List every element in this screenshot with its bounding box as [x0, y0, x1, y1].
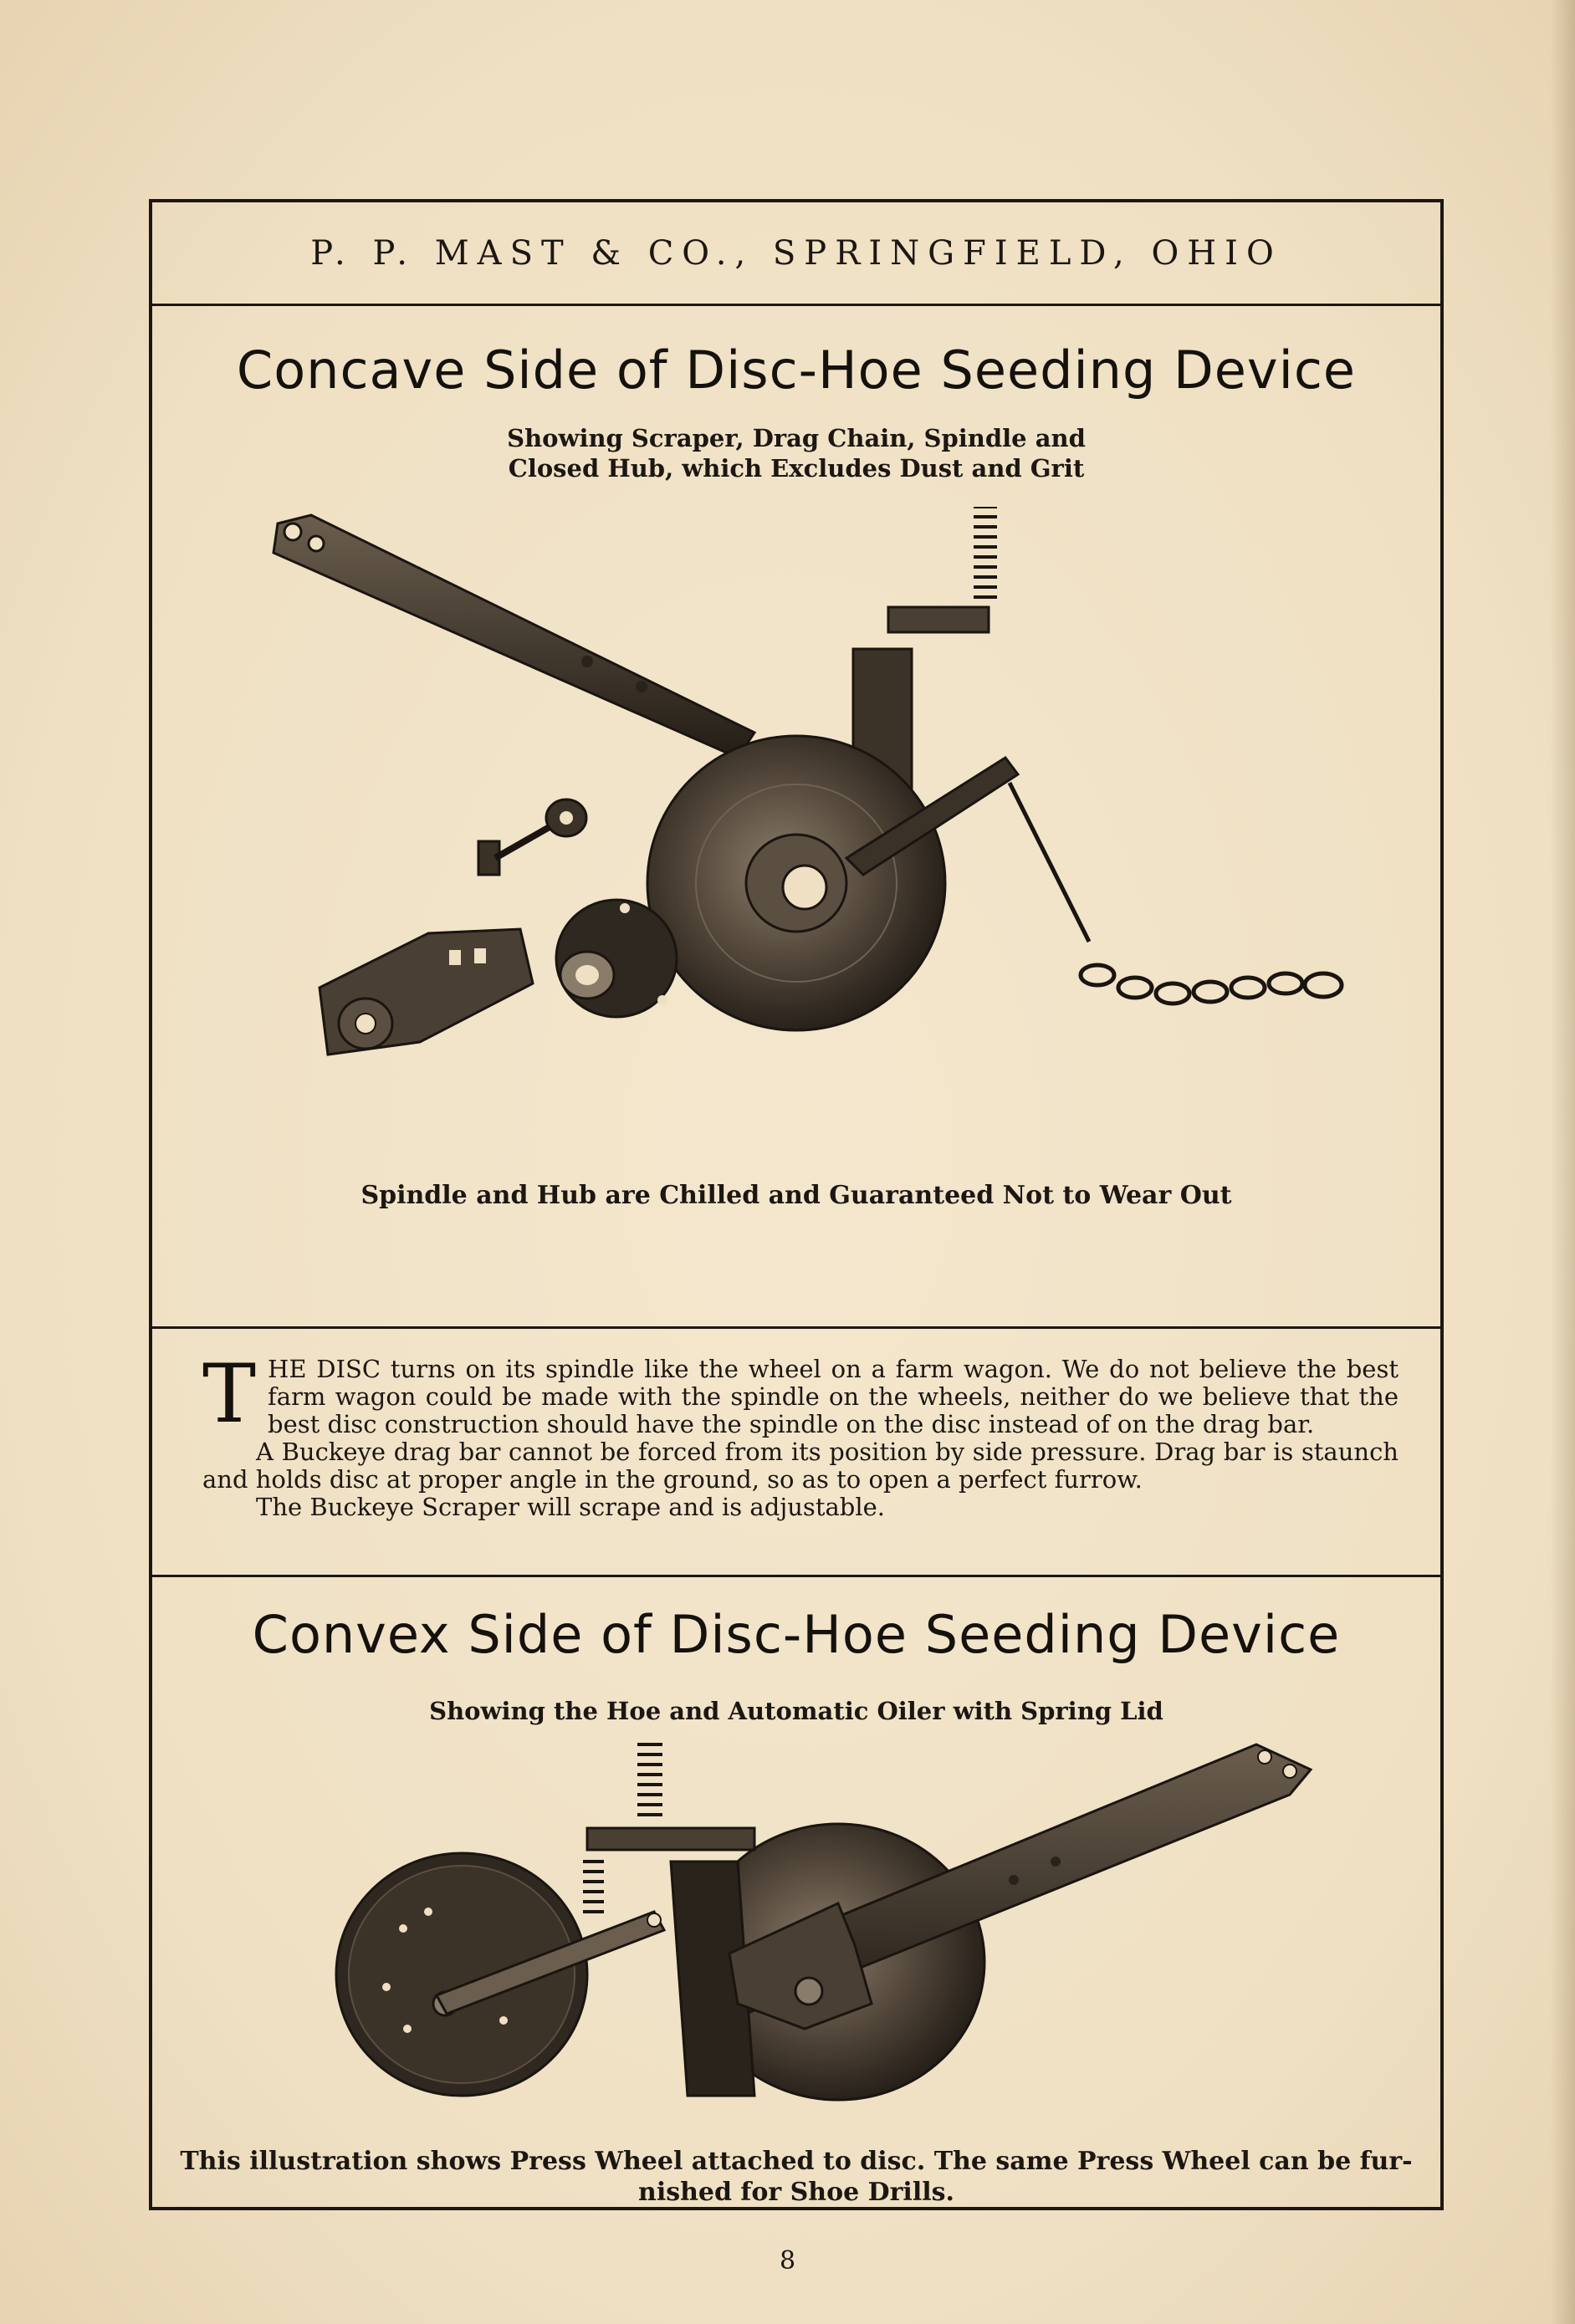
concave-section	[152, 306, 1440, 1326]
concave-disc-hoe-illustration	[152, 507, 1440, 1067]
drag-chain	[1010, 783, 1342, 1004]
convex-caption-line1: This illustration shows Press Wheel attached to disc. The same Press Wheel can be fur-	[180, 2147, 1413, 2176]
description-paragraph-2: A Buckeye drag bar cannot be forced from its position by side pressure. Drag bar is staunch and holds disc at proper angle in the ground, so as to open a perfect furrow.	[202, 1438, 1399, 1494]
hoe-body	[583, 1744, 754, 2096]
spindle-part	[478, 799, 586, 875]
concave-subtitle	[152, 423, 1440, 483]
scraper-part	[320, 929, 533, 1055]
convex-title: Convex Side of Disc-Hoe Seeding Device	[252, 1604, 1341, 1665]
drag-bar	[274, 515, 754, 758]
description-section	[152, 1326, 1440, 1577]
convex-subtitle: Showing the Hoe and Automatic Oiler with Spring Lid	[429, 1697, 1163, 1725]
concave-subtitle-line2: Closed Hub, which Excludes Dust and Grit	[508, 454, 1085, 483]
publisher-header	[152, 202, 1440, 306]
concave-caption: Spindle and Hub are Chilled and Guaranteed Not to Wear Out	[361, 1181, 1232, 1210]
description-text	[202, 1347, 1399, 1521]
disc	[647, 736, 945, 1030]
convex-caption-line2: nished for Shoe Drills.	[638, 2178, 954, 2207]
convex-disc-hoe-illustration	[152, 1736, 1440, 2104]
convex-section	[152, 1577, 1440, 2207]
publisher-name: P. P. MAST & CO., SPRINGFIELD, OHIO	[310, 233, 1282, 273]
concave-subtitle-line1: Showing Scraper, Drag Chain, Spindle and	[507, 424, 1086, 452]
drop-cap: T	[202, 1347, 257, 1441]
convex-caption	[152, 2146, 1440, 2208]
page-number: 8	[779, 2246, 796, 2275]
description-paragraph-1: HE DISC turns on its spindle like the wheel on a farm wagon. We do not believe the best farm wagon could be made with the spindle on the wheels, neither do we believe that the best disc construction should have the spindle on the disc instead of on the drag bar.	[268, 1355, 1399, 1438]
concave-title: Concave Side of Disc-Hoe Seeding Device	[236, 340, 1357, 401]
hub-part	[556, 900, 677, 1017]
page-frame	[149, 199, 1444, 2210]
page-edge-shadow	[1550, 0, 1575, 2324]
description-paragraph-3: The Buckeye Scraper will scrape and is adjustable.	[256, 1493, 885, 1521]
